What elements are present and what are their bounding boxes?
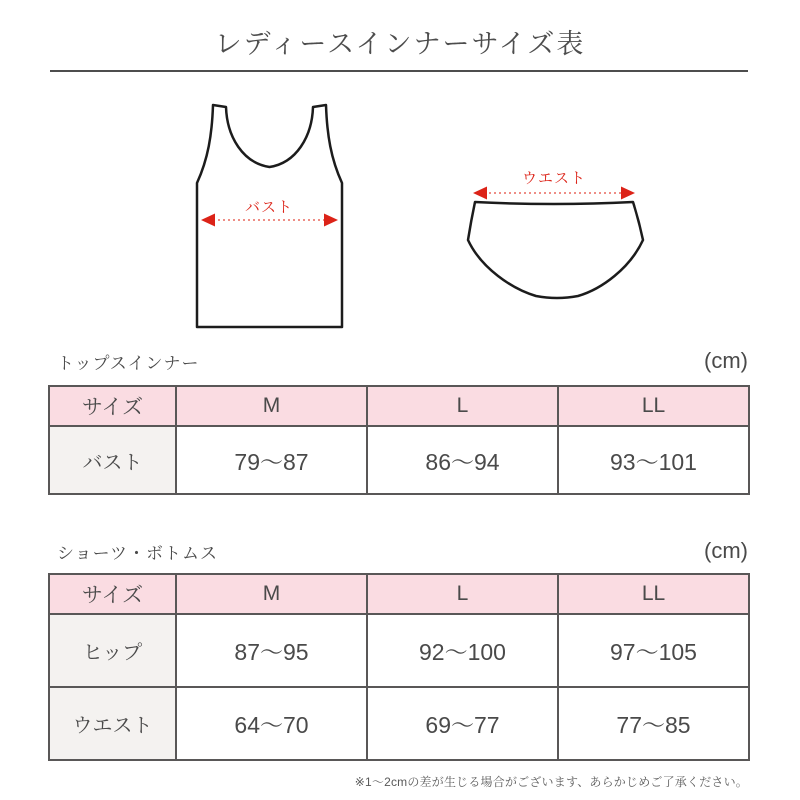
- waist-m-value: 64〜70: [176, 687, 367, 760]
- section-tops-unit: (cm): [704, 348, 748, 373]
- shorts-outline-icon: [468, 202, 643, 298]
- hip-ll-value: 97〜105: [558, 614, 749, 687]
- column-header-m: M: [176, 386, 367, 426]
- column-header-ll: LL: [558, 574, 749, 614]
- table-header-row: [49, 574, 749, 614]
- bust-measure-label: バスト: [244, 199, 294, 216]
- column-header-size: サイズ: [49, 386, 176, 426]
- column-header-l: L: [367, 386, 558, 426]
- column-header-ll: LL: [558, 386, 749, 426]
- bust-l-value: 86〜94: [367, 426, 558, 494]
- hip-l-value: 92〜100: [367, 614, 558, 687]
- column-header-size: サイズ: [49, 574, 176, 614]
- table-header-row: [49, 386, 749, 426]
- bottoms-size-table: [48, 573, 750, 761]
- row-label-bust: バスト: [49, 426, 176, 494]
- disclaimer-note: ※1〜2cmの差が生じる場合がございます、あらかじめご了承ください。: [354, 775, 748, 789]
- waist-l-value: 69〜77: [367, 687, 558, 760]
- section-tops-heading-row: [48, 348, 748, 374]
- bust-ll-value: 93〜101: [558, 426, 749, 494]
- section-bottoms-unit: (cm): [704, 538, 748, 563]
- waist-ll-value: 77〜85: [558, 687, 749, 760]
- table-row-bust: [49, 426, 749, 494]
- table-row-hip: [49, 614, 749, 687]
- page-title: レディースインナーサイズ表: [214, 29, 586, 59]
- row-label-waist: ウエスト: [49, 687, 176, 760]
- hip-m-value: 87〜95: [176, 614, 367, 687]
- column-header-l: L: [367, 574, 558, 614]
- tops-size-table: [48, 385, 750, 495]
- section-tops-title: トップスインナー: [57, 354, 200, 373]
- row-label-hip: ヒップ: [49, 614, 176, 687]
- tank-top-outline-icon: [197, 105, 342, 327]
- table-row-waist: [49, 687, 749, 760]
- waist-measure-label: ウエスト: [521, 170, 587, 187]
- shorts-illustration: [450, 163, 660, 308]
- title-divider: [50, 70, 748, 72]
- bust-m-value: 79〜87: [176, 426, 367, 494]
- section-bottoms-title: ショーツ・ボトムス: [57, 544, 218, 563]
- waist-measure-arrow: [473, 187, 635, 200]
- section-bottoms-heading-row: [48, 538, 748, 564]
- tank-top-illustration: [185, 95, 355, 335]
- column-header-m: M: [176, 574, 367, 614]
